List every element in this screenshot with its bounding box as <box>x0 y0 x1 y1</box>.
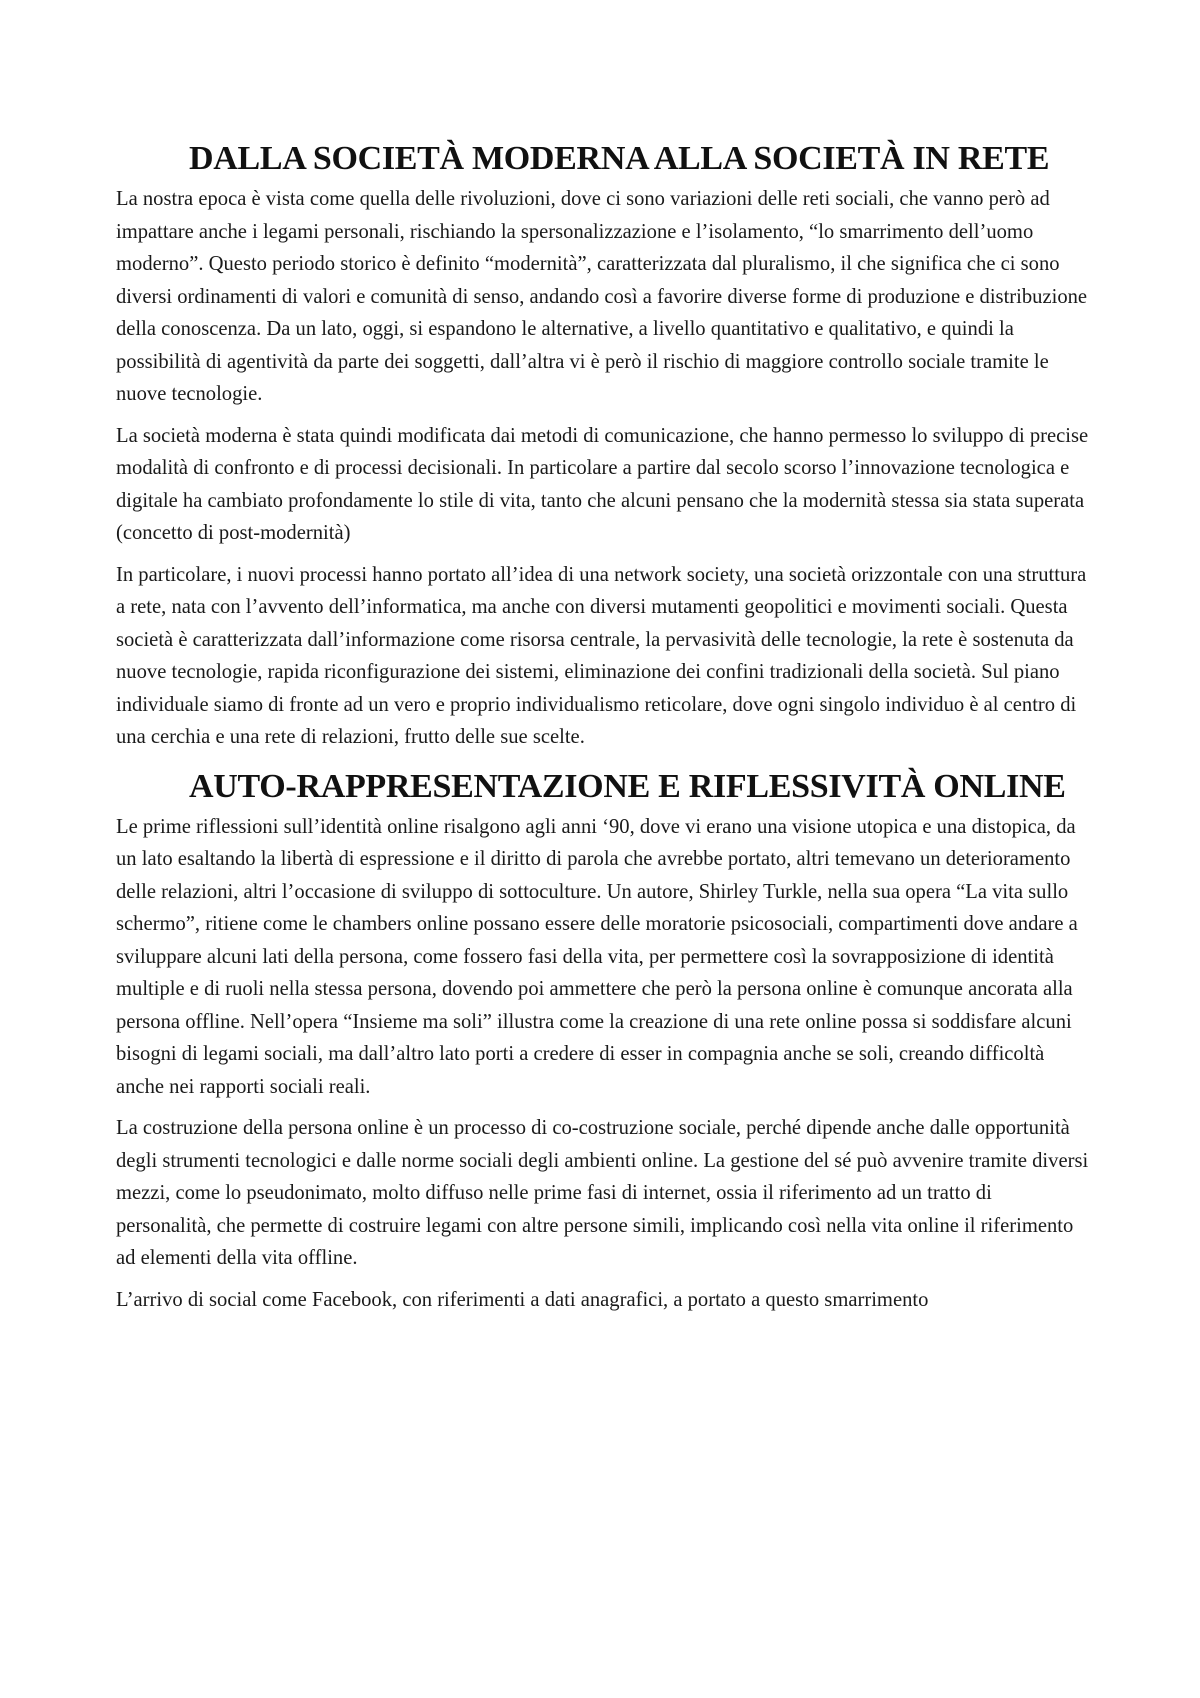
paragraph: La costruzione della persona online è un processo di co-costruzione sociale, perché dipende anche dalle opportunità degli strumenti tecnologici e dalle norme sociali degli ambienti online. La gestione del sé può avvenire tramite diversi mezzi, come lo pseudonimato, molto diffuso nelle prime fasi di internet, ossia il riferimento ad un tratto di personalità, che permette di costruire legami con altre persone simili, implicando così nella vita online il riferimento ad elementi della vita offline. <box>116 1117 1089 1269</box>
paragraph: La nostra epoca è vista come quella delle rivoluzioni, dove ci sono variazioni delle reti sociali, che vanno però ad impattare anche i legami personali, rischiando la spersonalizzazione e l’isolamento, “lo smarrimento dell’uomo moderno”. Questo periodo storico è definito “modernità”, caratterizzata dal pluralismo, il che significa che ci sono diversi ordinamenti di valori e comunità di senso, andando così a favorire diverse forme di produzione e distribuzione della conoscenza. Da un lato, oggi, si espandono le alternative, a livello quantitativo e qualitativo, e quindi la possibilità di agentività da parte dei soggetti, dall’altra vi è però il rischio di maggiore controllo sociale tramite le nuove tecnologie. <box>116 188 1088 405</box>
paragraph: La società moderna è stata quindi modificata dai metodi di comunicazione, che hanno permesso lo sviluppo di precise modalità di confronto e di processi decisionali. In particolare a partire dal secolo scorso l’innovazione tecnologica e digitale ha cambiato profondamente lo stile di vita, tanto che alcuni pensano che la modernità stessa sia stata superata (concetto di post-modernità) <box>116 424 1089 544</box>
section-auto-rappresentazione <box>116 766 1091 1317</box>
paragraph: In particolare, i nuovi processi hanno portato all’idea di una network society, una società orizzontale con una struttura a rete, nata con l’avvento dell’informatica, ma anche con diversi mutamenti geopolitici e movimenti sociali. Questa società è caratterizzata dall’informazione come risorsa centrale, la pervasività delle tecnologie, la rete è sostenuta da nuove tecnologie, rapida riconfigurazione dei sistemi, eliminazione dei confini tradizionali della società. Sul piano individuale siamo di fronte ad un vero e proprio individualismo reticolare, dove ogni singolo individuo è al centro di una cerchia e una rete di relazioni, frutto delle sue scelte. <box>116 563 1087 748</box>
section-societa-in-rete <box>116 138 1091 754</box>
document-page <box>116 138 1091 1325</box>
section-heading: AUTO-RAPPRESENTAZIONE E RIFLESSIVITÀ ONLINE <box>189 767 1066 805</box>
section-heading: DALLA SOCIETÀ MODERNA ALLA SOCIETÀ IN RETE <box>189 140 1050 177</box>
paragraph: Le prime riflessioni sull’identità online risalgono agli anni ‘90, dove vi erano una visione utopica e una distopica, da un lato esaltando la libertà di espressione e il diritto di parola che avrebbe portato, altri temevano un deterioramento delle relazioni, altri l’occasione di sviluppo di sottoculture. Un autore, Shirley Turkle, nella sua opera “La vita sullo schermo”, ritiene come le chambers online possano essere delle moratorie psicosociali, compartimenti dove andare a sviluppare alcuni lati della persona, come fossero fasi della vita, per permettere così la sovrapposizione di identità multiple e di ruoli nella stessa persona, dovendo poi ammettere che però la persona online è comunque ancorata alla persona offline. Nell’opera “Insieme ma soli” illustra come la creazione di una rete online possa si soddisfare alcuni bisogni di legami sociali, ma dall’altro lato porti a credere di esser in compagnia anche se soli, creando difficoltà anche nei rapporti sociali reali. <box>116 815 1078 1098</box>
paragraph: L’arrivo di social come Facebook, con riferimenti a dati anagrafici, a portato a questo smarrimento <box>116 1288 929 1311</box>
